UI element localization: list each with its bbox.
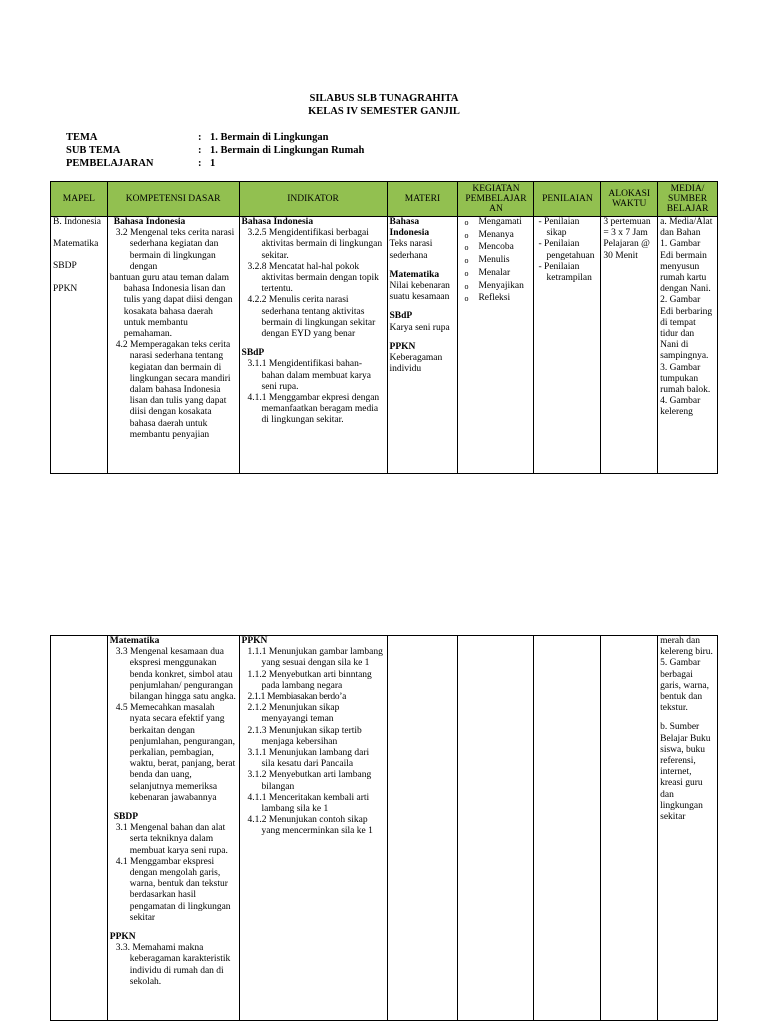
list-item: o Menalar <box>460 268 531 279</box>
list-item: o Menanya <box>460 230 531 241</box>
cell-media: a. Media/Alat dan Bahan 1. Gambar Edi bermain menyusun rumah kartu dengan Nani. 2. Gambar Edi berbaring di tempat tidur dan Nani di sampingnya. 3. Gambar tumpukan rumah balok. 4. Gambar kelereng <box>658 217 718 474</box>
cell-kompetensi: Bahasa Indonesia 3.2 Mengenal teks cerita narasi sederhana kegiatan dan bermain di lingkungan dengan bantuan guru atau teman dalam bahasa Indonesia lisan dan tulis yang dapat diisi dengan kosakata bahasa daerah untuk membantu pemahaman. 4.2 Memperagakan teks cerita narasi sederhana tentang kegiatan dan bermain di lingkungan secara mandiri dalam bahasa Indonesia lisan dan tulis yang dapat diisi dengan kosakata bahasa daerah untuk membantu penyajian <box>107 217 239 474</box>
meta-subtema: SUB TEMA : 1. Bermain di Lingkungan Rumah <box>66 145 365 156</box>
syllabus-table-part2 <box>50 635 718 1021</box>
list-item: - Penilaian ketrampilan <box>538 261 592 284</box>
col-alokasi: ALOKASI WAKTU <box>601 182 658 217</box>
cell-materi: Bahasa Indonesia Teks narasi sederhana Matematika Nilai kebenaran suatu kesamaan SBdP Karya seni rupa PPKN Keberagaman individu <box>387 217 458 474</box>
col-penilaian: PENILAIAN <box>534 182 601 217</box>
cell-kompetensi: Matematika 3.3 Mengenal kesamaan dua ekspresi menggunakan benda konkret, simbol atau penjumlahan/ pengurangan bilangan hingga satu angka. 4.5 Memecahkan masalah nyata secara efektif yang berkaitan dengan penjumlahan, pengurangan, perkalian, pembagian, waktu, berat, panjang, berat benda dan uang, selanjutnya memeriksa kebenaran jawabannya SBDP 3.1 Mengenal bahan dan alat serta tekniknya dalam membuat karya seni rupa. 4.1 Menggambar ekspresi dengan mengolah garis, warna, bentuk dan tekstur berdasarkan hasil pengamatan di lingkungan sekitar PPKN 3.3. Memahami makna keberagaman karakteristik individu di rumah dan di sekolah. <box>107 636 239 1021</box>
col-kegiatan: KEGIATAN PEMBELAJAR AN <box>458 182 534 217</box>
syllabus-title: SILABUS SLB TUNAGRAHITA <box>309 93 459 104</box>
col-kompetensi-dasar: KOMPETENSI DASAR <box>107 182 239 217</box>
list-item: - Penilaian pengetahuan <box>538 239 595 261</box>
table-row <box>51 636 718 1021</box>
list-item: o Menulis <box>460 255 531 266</box>
cell-materi <box>387 636 458 1021</box>
col-mapel: MAPEL <box>51 182 108 217</box>
cell-indikator: PPKN 1.1.1 Menunjukan gambar lambang yang sesuai dengan sila ke 1 1.1.2 Menyebutkan arti binntang pada lambang negara 2.1.1 Membiasakan berdo’a 2.1.2 Menunjukan sikap menyayangi teman 2.1.3 Menunjukan sikap tertib menjaga kebersihan 3.1.1 Menunjukan lambang dari sila kesatu dari Pancaila 3.1.2 Menyebutkan arti lambang bilangan 4.1.1 Menceritakan kembali arti lambang sila ke 1 4.1.2 Menunjukan contoh sikap yang mencerminkan sila ke 1 <box>239 636 387 1021</box>
cell-alokasi <box>601 636 658 1021</box>
table-row <box>51 217 718 474</box>
syllabus-table-part1 <box>50 181 718 474</box>
list-item: - Penilaian sikap <box>538 217 580 239</box>
cell-penilaian <box>534 217 601 474</box>
meta-pembelajaran: PEMBELAJARAN : 1 <box>66 158 216 169</box>
cell-mapel: B. Indonesia Matematika SBDP PPKN <box>51 217 108 474</box>
list-item: o Refleksi <box>460 293 531 304</box>
class-semester-title: KELAS IV SEMESTER GANJIL <box>308 106 460 117</box>
cell-penilaian <box>534 636 601 1021</box>
cell-mapel <box>51 636 108 1021</box>
col-materi: MATERI <box>387 182 458 217</box>
cell-media: merah dan kelereng biru. 5. Gambar berbagai garis, warna, bentuk dan tekstur. b. Sumber Belajar Buku siswa, buku referensi, internet, kreasi guru dan lingkungan sekitar <box>658 636 718 1021</box>
cell-kegiatan <box>458 636 534 1021</box>
meta-tema: TEMA : 1. Bermain di Lingkungan <box>66 132 329 143</box>
list-item: o Mencoba <box>460 242 531 253</box>
cell-kegiatan <box>458 217 534 474</box>
cell-alokasi: 3 pertemuan = 3 x 7 Jam Pelajaran @ 30 Menit <box>601 217 658 474</box>
table-header-row <box>51 182 718 217</box>
col-indikator: INDIKATOR <box>239 182 387 217</box>
list-item: o Menyajikan <box>460 281 531 292</box>
list-item: o Mengamati <box>460 217 531 228</box>
col-media: MEDIA/ SUMBER BELAJAR <box>658 182 718 217</box>
cell-indikator: Bahasa Indonesia 3.2.5 Mengidentifikasi berbagai aktivitas bermain di lingkungan sekitar. 3.2.8 Mencatat hal-hal pokok aktivitas bermain dengan topik tertentu. 4.2.2 Menulis cerita narasi sederhana tentang aktivitas bermain di lingkungan sekitar dengan EYD yang benar SBdP 3.1.1 Mengidentifikasi bahan-bahan dalam membuat karya seni rupa. 4.1.1 Menggambar ekpresi dengan memanfaatkan beragam media di lingkungan sekitar. <box>239 217 387 474</box>
theme-info <box>66 131 364 170</box>
